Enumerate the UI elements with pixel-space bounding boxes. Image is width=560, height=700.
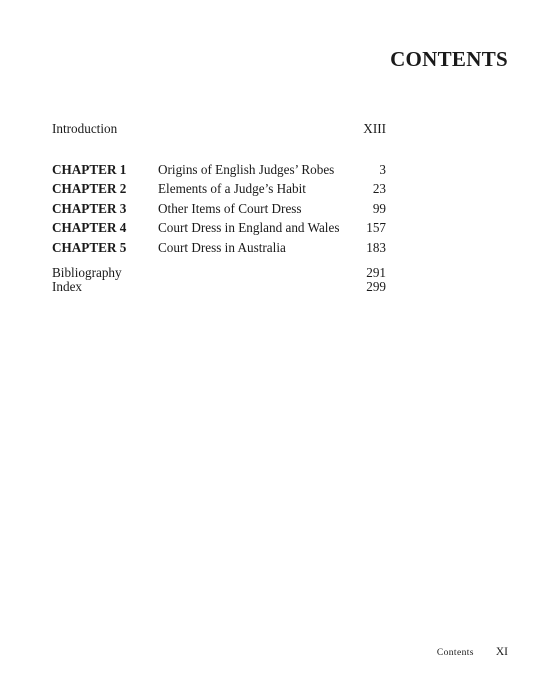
chapter-title: Court Dress in Australia <box>158 239 286 255</box>
chapter-title: Other Items of Court Dress <box>158 200 302 216</box>
toc-page-number: XIII <box>363 121 386 136</box>
page-title: CONTENTS <box>390 47 508 71</box>
chapter-label: CHAPTER 2 <box>52 181 127 196</box>
toc-page-number: 183 <box>366 239 386 255</box>
chapter-label: CHAPTER 3 <box>52 200 127 216</box>
toc-page-number: 157 <box>366 220 386 235</box>
page-folio: XI <box>495 646 508 658</box>
toc-page-number: 3 <box>379 161 386 177</box>
page-footer <box>437 646 508 658</box>
chapter-label: CHAPTER 5 <box>52 239 127 255</box>
toc-page-number: 23 <box>372 181 386 196</box>
toc-page-number: 291 <box>366 265 386 280</box>
running-head: Contents <box>436 648 474 658</box>
chapter-title: Court Dress in England and Wales <box>158 220 340 235</box>
toc-row-chapter-5[interactable] <box>52 238 386 258</box>
toc-row-chapter-3[interactable] <box>52 199 386 219</box>
toc-entry-title: Bibliography <box>52 265 122 280</box>
toc-row-chapter-1[interactable] <box>52 160 386 180</box>
toc-page-number: 299 <box>366 279 386 294</box>
chapter-title: Origins of English Judges’ Robes <box>158 161 335 177</box>
toc-row-bibliography[interactable] <box>52 266 386 280</box>
chapter-title: Elements of a Judge’s Habit <box>158 181 306 196</box>
toc-entry-title: Introduction <box>52 121 118 136</box>
toc-row-chapter-4[interactable] <box>52 218 386 238</box>
toc-row-introduction[interactable] <box>52 119 386 139</box>
toc-page-number: 99 <box>372 200 386 216</box>
chapter-label: CHAPTER 1 <box>52 161 127 177</box>
toc-row-index[interactable] <box>52 280 386 294</box>
table-of-contents <box>52 119 386 294</box>
toc-row-chapter-2[interactable] <box>52 179 386 199</box>
chapter-label: CHAPTER 4 <box>52 220 127 235</box>
toc-entry-title: Index <box>52 279 83 294</box>
